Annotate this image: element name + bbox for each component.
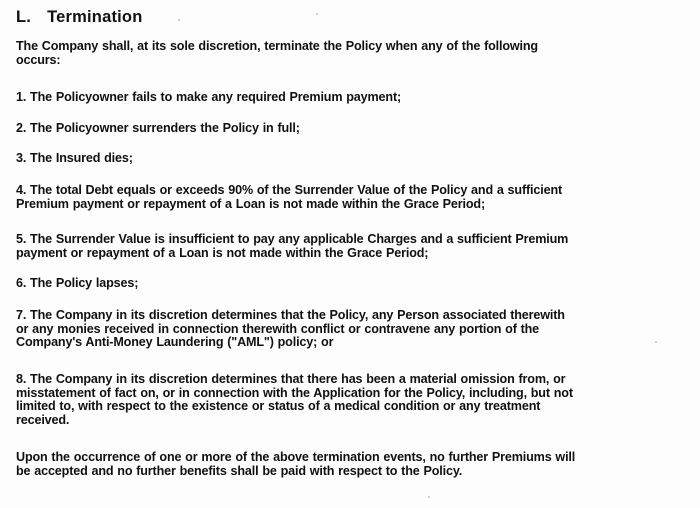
intro-paragraph: The Company shall, at its sole discretion, terminate the Policy when any of the following occurs:: [16, 39, 538, 67]
scan-speck: [655, 341, 657, 343]
scan-speck: [316, 13, 318, 15]
list-item-5: 5. The Surrender Value is insufficient to pay any applicable Charges and a sufficient Premium payment or repayment of a Loan is not made within the Grace Period;: [16, 232, 569, 260]
section-heading: [16, 8, 142, 27]
list-item-4: 4. The total Debt equals or exceeds 90% of the Surrender Value of the Policy and a sufficient Premium payment or repayment of a Loan is not made within the Grace Period;: [16, 183, 563, 211]
list-item-2: 2. The Policyowner surrenders the Policy in full;: [16, 121, 300, 135]
list-item-6: 6. The Policy lapses;: [16, 276, 139, 290]
scan-speck: [428, 496, 430, 498]
section-letter: L.: [16, 8, 32, 26]
closing-paragraph: Upon the occurrence of one or more of the above termination events, no further Premiums will be accepted and no further benefits shall be paid with respect to the Policy.: [16, 450, 576, 478]
section-title: Termination: [47, 8, 143, 26]
list-item-3: 3. The Insured dies;: [16, 151, 133, 165]
list-item-8: 8. The Company in its discretion determines that there has been a material omission from, or misstatement of fact on, or in connection with the Application for the Policy, including, but not limited to, with respect to the existence or status of a medical condition or any treatment received.: [16, 372, 573, 427]
list-item-1: 1. The Policyowner fails to make any required Premium payment;: [16, 90, 402, 104]
scan-speck: [178, 19, 180, 21]
list-item-7: 7. The Company in its discretion determines that the Policy, any Person associated therewith or any monies received in connection therewith conflict or contravene any portion of the Company's Anti-Money Laundering ("AML") policy; or: [16, 308, 565, 349]
